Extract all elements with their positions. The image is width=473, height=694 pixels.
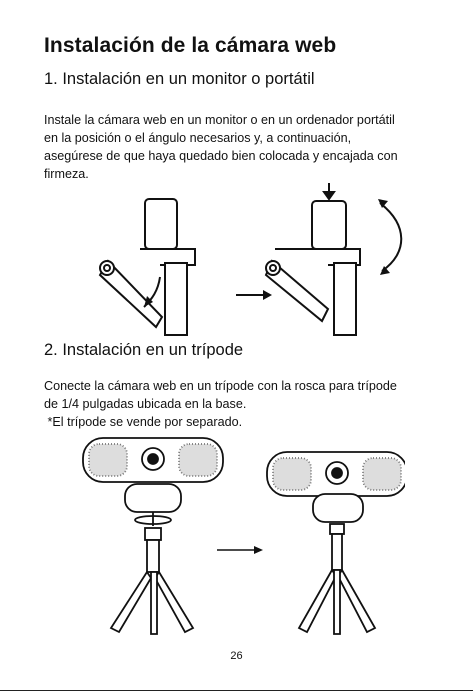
page-title: Instalación de la cámara web [44, 34, 337, 57]
webcam-monitor-mount-icon [266, 183, 401, 335]
section-1-line: en la posición o el ángulo necesarios y, a continuación, [44, 131, 352, 145]
monitor-mount-figure [90, 183, 420, 343]
webcam-tripod-icon [267, 452, 405, 634]
bottom-rule [0, 690, 473, 691]
section-1-paragraph [44, 111, 454, 183]
webcam-tripod-icon [83, 438, 223, 634]
section-2-line: *El trípode se vende por separado. [44, 415, 243, 429]
section-1-line: asegúrese de que haya quedado bien colocada y encajada con [44, 149, 398, 163]
webcam-monitor-mount-icon [100, 199, 195, 335]
arrow-icon [378, 199, 388, 208]
tripod-mount-figure [75, 432, 405, 642]
section-1-heading: 1. Instalación en un monitor o portátil [44, 70, 315, 88]
arrow-icon [217, 546, 263, 554]
page-number: 26 [230, 650, 243, 662]
section-2-line: de 1/4 pulgadas ubicada en la base. [44, 397, 247, 411]
section-1-line: Instale la cámara web en un monitor o en un ordenador portátil [44, 113, 395, 127]
section-2-line: Conecte la cámara web en un trípode con la rosca para trípode [44, 379, 397, 393]
arrow-icon [380, 266, 390, 275]
section-2-heading: 2. Instalación en un trípode [44, 341, 244, 359]
section-1-line: firmeza. [44, 167, 89, 181]
arrow-icon [236, 290, 272, 300]
section-2-paragraph [44, 377, 454, 431]
